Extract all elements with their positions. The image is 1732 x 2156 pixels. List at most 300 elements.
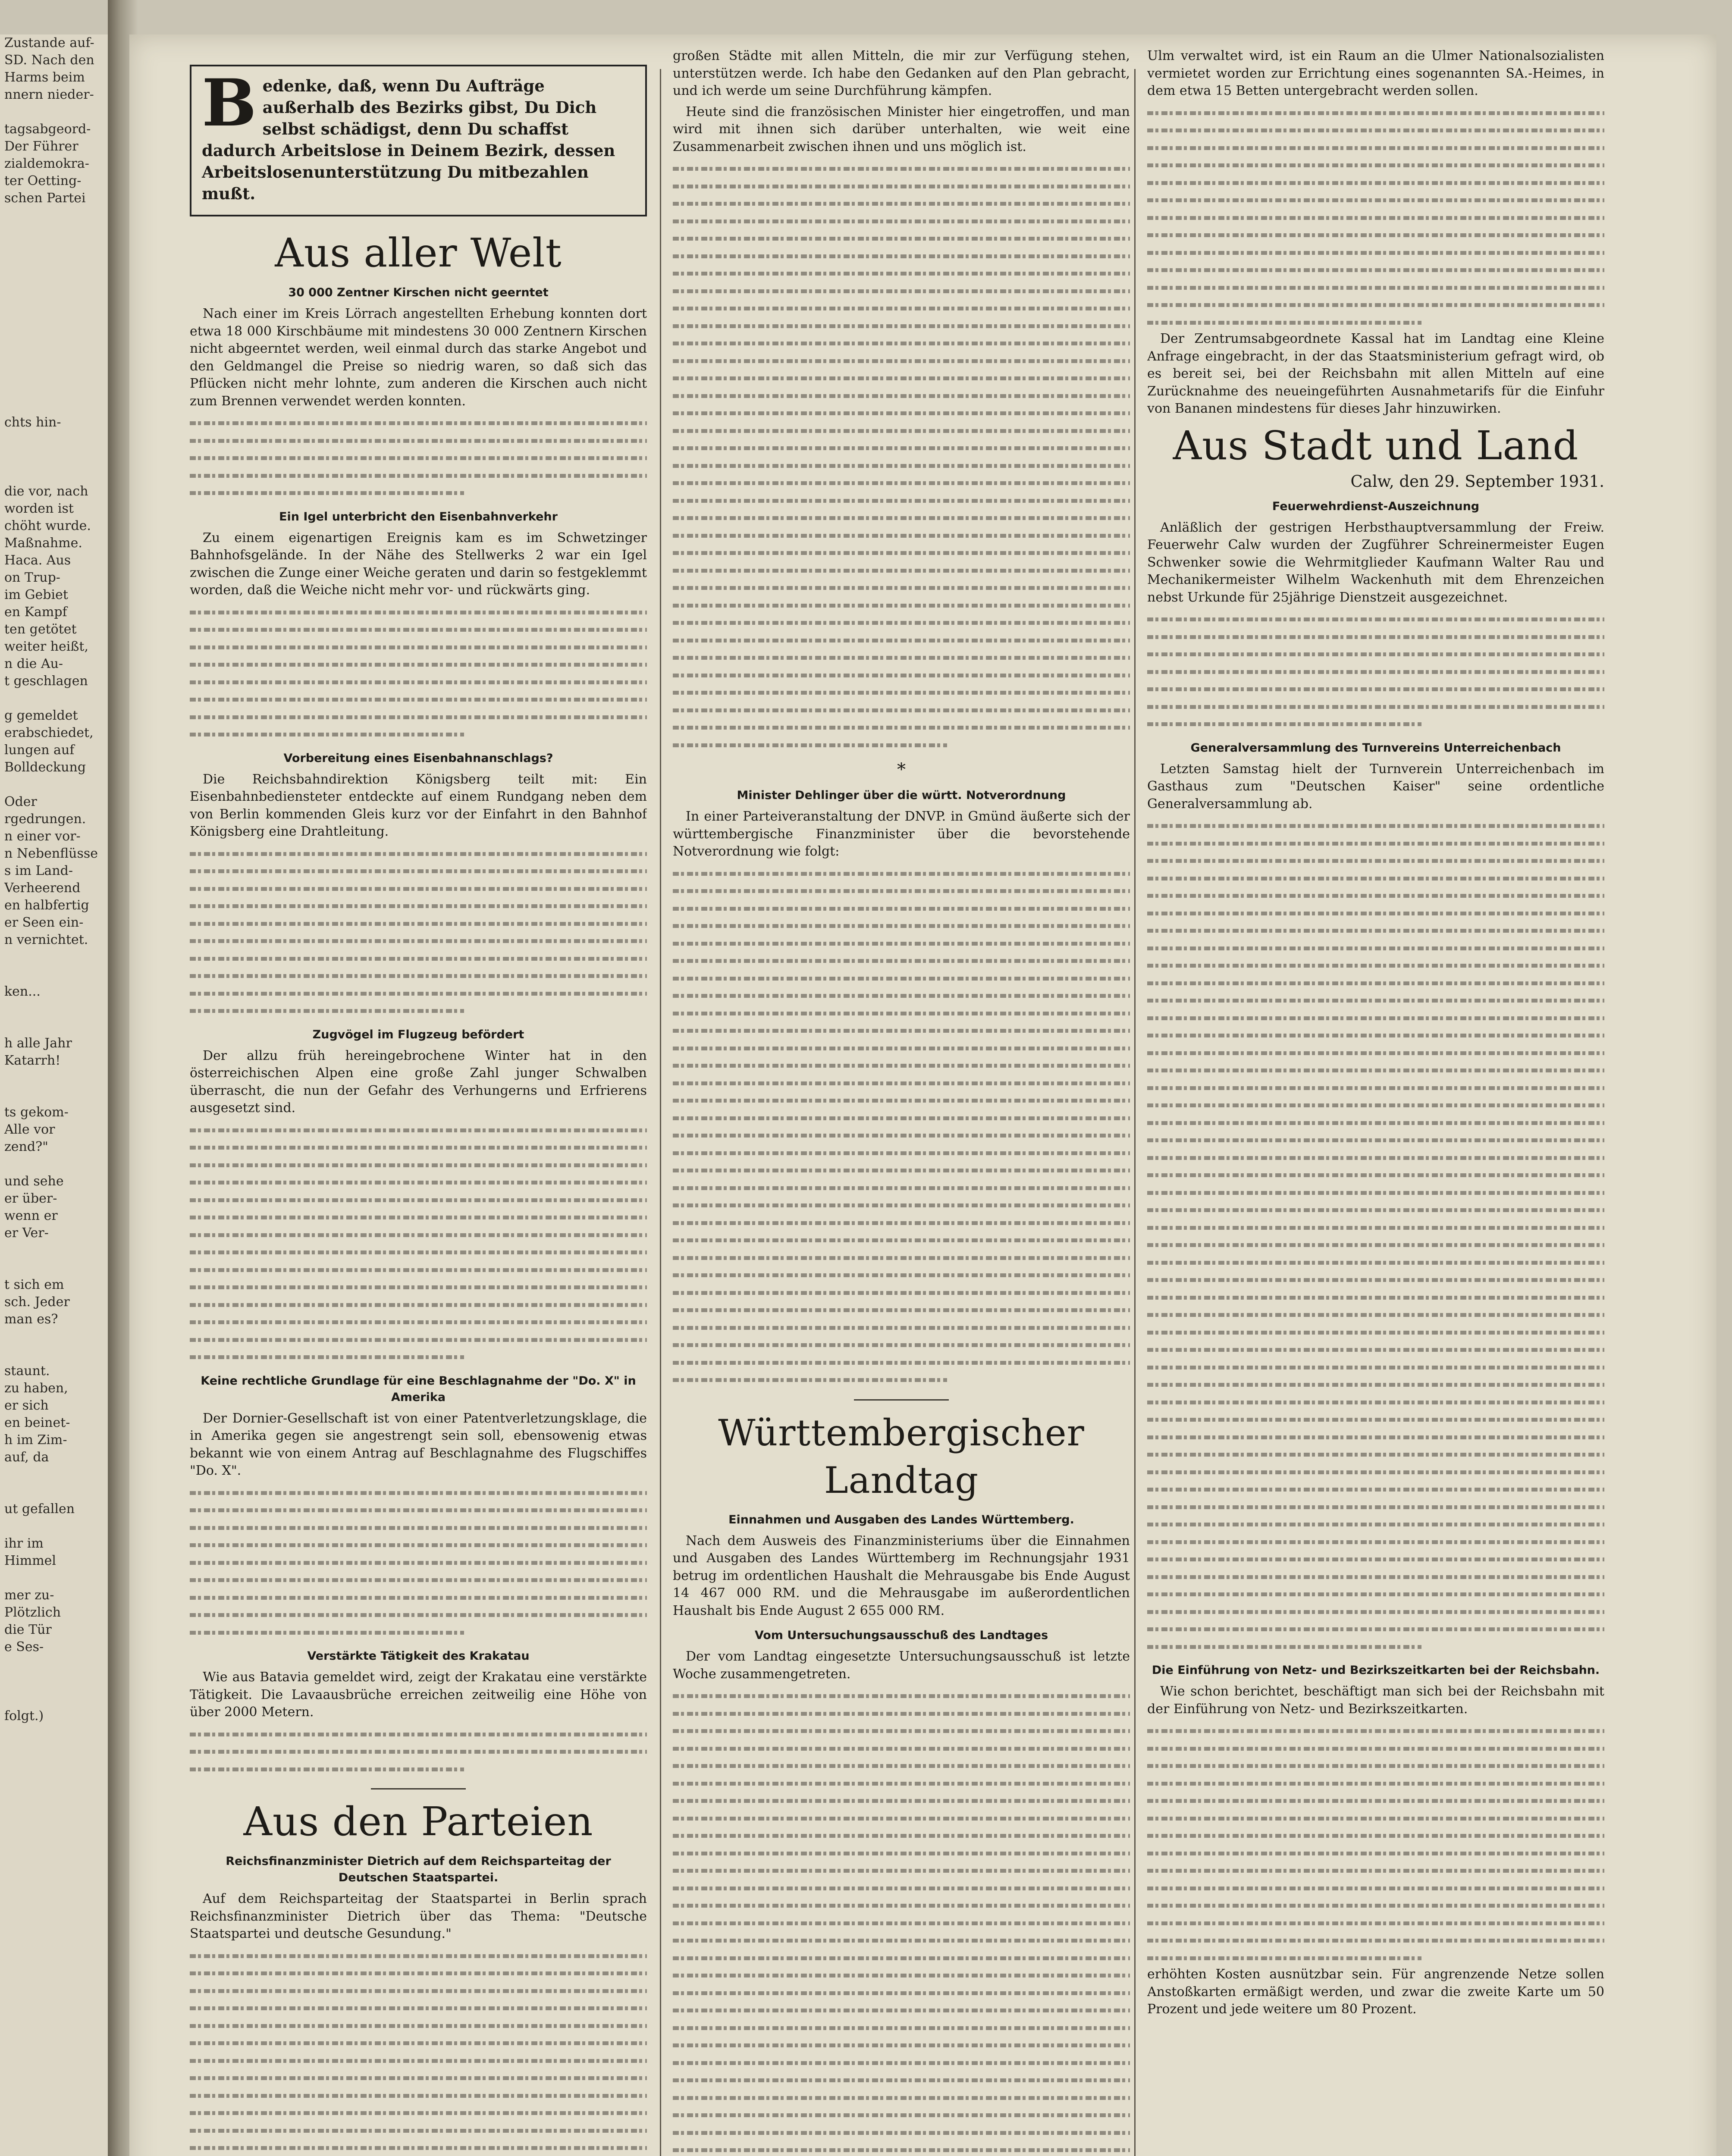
article-body-lines	[190, 1725, 647, 1777]
text-line	[1147, 1637, 1421, 1655]
article-title: 30 000 Zentner Kirschen nicht geerntet	[288, 286, 549, 299]
text-line	[673, 1353, 1130, 1371]
text-line	[673, 701, 1130, 718]
left-page-fragment: Der Führer	[4, 139, 78, 154]
left-page-fragment: en Kampf	[4, 605, 67, 620]
text-line	[673, 351, 1130, 369]
text-line	[673, 526, 1130, 544]
article-text: Heute sind die französischen Minister hier eingetroffen, und man wird mit ihnen sich darüber unterhalten, wie weit eine Zusammenarbeit zwischen ihnen und uns möglich ist.	[673, 104, 1130, 154]
text-line	[673, 212, 1130, 229]
text-line	[1147, 1393, 1604, 1410]
article-body-lines	[190, 1483, 647, 1641]
left-page-fragment: nnern nieder-	[4, 87, 94, 102]
left-page-fragment: Himmel	[4, 1553, 56, 1568]
text-line	[673, 1004, 1130, 1022]
left-page-fragment	[0, 362, 108, 379]
left-page-fragment: schen Partei	[4, 191, 86, 206]
text-line	[1147, 226, 1604, 243]
left-page-fragment	[0, 103, 108, 121]
text-line	[1147, 714, 1421, 732]
left-page-fragment: zu haben,	[4, 1381, 68, 1396]
left-page-fragment: SD. Nach den	[4, 53, 94, 68]
text-line	[1147, 921, 1604, 939]
left-page-fragment: h im Zim-	[4, 1432, 67, 1448]
text-line	[190, 1138, 647, 1156]
text-line	[190, 673, 647, 690]
left-page-fragment: t geschlagen	[4, 674, 88, 689]
dateline: Calw, den 29. September 1931.	[1350, 472, 1604, 491]
article-title: Verstärkte Tätigkeit des Krakatau	[307, 1649, 530, 1663]
text-line	[673, 1266, 1130, 1283]
left-page-fragment: Haca. Aus	[4, 553, 71, 568]
text-line	[673, 1914, 1130, 1931]
text-line	[673, 2123, 1130, 2141]
left-page-fragment: rgedrungen.	[4, 812, 86, 827]
left-page-fragment: n einer vor-	[4, 829, 81, 844]
text-line	[1147, 191, 1604, 208]
text-line	[673, 299, 1130, 317]
left-page-fragment	[0, 1242, 108, 1259]
left-page-fragment: Verheerend	[4, 881, 81, 896]
text-line	[190, 690, 647, 708]
left-page-fragment: zialdemokra-	[4, 156, 89, 171]
text-line	[673, 317, 1130, 334]
text-line	[190, 466, 647, 484]
text-line	[190, 1295, 647, 1313]
article-title: Feuerwehrdienst-Auszeichnung	[1272, 499, 1480, 513]
article-text: Ulm verwaltet wird, ist ein Raum an die Ulmer Nationalsozialisten vermietet worden zur Errichtung eines sogenannten SA.-Heimes, in dem etwa 15 Betten untergebracht werden sollen.	[1147, 48, 1604, 98]
text-line	[1147, 1131, 1604, 1148]
text-line	[190, 1536, 647, 1553]
section-title-aus-stadt-und-land: Aus Stadt und Land	[1173, 422, 1579, 469]
text-line	[190, 431, 647, 449]
text-line	[190, 2138, 647, 2156]
text-line	[190, 931, 647, 949]
text-line	[673, 666, 1130, 683]
text-line	[190, 2086, 647, 2104]
article-text: Der Dornier-Gesellschaft ist von einer Patentverletzungsklage, die in Amerika gegen sie angestrengt sein soll, ebensowenig etwas bekannt wie von einem Antrag auf Beschlagnahme des Flugschiffes "Do. X".	[190, 1410, 647, 1478]
article-text: großen Städte mit allen Mitteln, die mir zur Verfügung stehen, unterstützen werde. Ich habe den Gedanken auf den Plan gebracht, und ich werde um seine Durchführung kämpfen.	[673, 48, 1130, 98]
left-page-fragment	[0, 776, 108, 793]
article-title: Minister Dehlinger über die württ. Notverordnung	[737, 789, 1066, 802]
text-line	[1147, 156, 1604, 173]
text-line	[190, 844, 647, 862]
left-page-fragment: Plötzlich	[4, 1605, 61, 1620]
text-line	[673, 264, 1130, 282]
text-line	[673, 1318, 1130, 1336]
article-body-lines	[190, 1121, 647, 1365]
left-page-fragment: e Ses-	[4, 1639, 44, 1655]
left-page-fragment	[0, 1518, 108, 1535]
left-page-fragment	[0, 259, 108, 276]
text-line	[1147, 1183, 1604, 1201]
left-page-fragment: n die Au-	[4, 656, 63, 671]
article-text: In einer Parteiveranstaltung der DNVP. in Gmünd äußerte sich der württembergische Finanzminister über die bevorstehende Notverordnung wie folgt:	[673, 809, 1130, 859]
left-page-fragment: mer zu-	[4, 1588, 54, 1603]
ad-text: edenke, daß, wenn Du Aufträge außerhalb des Bezirks gibst, Du Dich selbst schädigst, denn Du schaffst dadurch Arbeitslose in Deinem Bezirk, dessen Arbeitslosenunterstützung Du mitbezahlen mußt.	[202, 76, 615, 203]
text-line	[673, 899, 1130, 917]
text-line	[1147, 1358, 1604, 1376]
article-title: Einnahmen und Ausgaben des Landes Württemberg.	[728, 1513, 1074, 1526]
text-line	[1147, 1480, 1604, 1498]
text-line	[190, 1208, 647, 1225]
text-line	[673, 613, 1130, 631]
left-page-fragment: worden ist	[4, 501, 74, 516]
text-line	[673, 1109, 1130, 1126]
left-page-fragment: er sich	[4, 1398, 49, 1413]
left-page-fragment: erabschiedet,	[4, 725, 94, 740]
left-page-fragment: chöht wurde.	[4, 518, 91, 533]
text-line	[673, 1721, 1130, 1739]
left-page-fragment: Harms beim	[4, 70, 85, 85]
left-page-fragment: ut gefallen	[4, 1501, 75, 1517]
text-line	[1147, 1375, 1604, 1393]
text-line	[1147, 1305, 1604, 1323]
text-line	[1147, 834, 1604, 852]
text-line	[190, 949, 647, 967]
text-line	[673, 177, 1130, 194]
text-line	[1147, 1756, 1604, 1774]
article-text: Der allzu früh hereingebrochene Winter hat in den österreichischen Alpen eine große Zahl junger Schwalben überrascht, die nun der Gefahr des Verhungerns und Erfrierens ausgesetzt sind.	[190, 1048, 647, 1116]
text-line	[190, 1999, 647, 2016]
left-page-fragment	[0, 328, 108, 345]
text-line	[1147, 1879, 1604, 1896]
left-page-fragment	[0, 1483, 108, 1501]
text-line	[673, 596, 1130, 614]
text-line	[1147, 680, 1604, 697]
text-line	[190, 914, 647, 932]
text-line	[673, 916, 1130, 934]
text-line	[1147, 1270, 1604, 1288]
text-line	[673, 1774, 1130, 1792]
text-line	[190, 2068, 647, 2086]
article-body-lines	[1147, 610, 1604, 732]
text-line	[1147, 1428, 1604, 1445]
text-line	[190, 1588, 647, 1606]
text-line	[190, 1243, 647, 1260]
text-line	[190, 2034, 647, 2051]
text-line	[673, 1879, 1130, 1896]
text-line	[1147, 1914, 1604, 1931]
left-page-fragment	[0, 397, 108, 414]
text-line	[673, 2088, 1130, 2106]
text-line	[673, 1791, 1130, 1809]
article-text: erhöhten Kosten ausnützbar sein. Für angrenzende Netze sollen Anstoßkarten ermäßigt werden, und zwar die zweite Karte um 50 Prozent und jede weitere um 80 Prozent.	[1147, 1967, 1604, 2017]
article-body-lines	[190, 1946, 647, 2156]
text-line	[190, 1501, 647, 1518]
article-text: Wie schon berichtet, beschäftigt man sich bei der Reichsbahn mit der Einführung von Netz- und Bezirkszeitkarten.	[1147, 1684, 1604, 1717]
text-line	[673, 1074, 1130, 1091]
article-title: Zugvögel im Flugzeug befördert	[312, 1028, 524, 1041]
text-line	[1147, 697, 1604, 715]
left-page-fragment	[0, 276, 108, 293]
text-line	[673, 1756, 1130, 1774]
text-line	[673, 229, 1130, 247]
text-line	[673, 1213, 1130, 1231]
text-line	[190, 966, 647, 984]
text-line	[1147, 1218, 1604, 1236]
article-title: Reichsfinanzminister Dietrich auf dem Reichsparteitag der Deutschen Staatspartei.	[226, 1855, 611, 1884]
left-page-fragment	[0, 466, 108, 483]
text-line	[1147, 1200, 1604, 1218]
article-body-lines	[673, 159, 1130, 753]
text-line	[1147, 1044, 1604, 1061]
left-page-fragment	[0, 448, 108, 466]
text-line	[1147, 1148, 1604, 1166]
left-page-fragment: h alle Jahr	[4, 1036, 72, 1051]
text-line	[1147, 295, 1604, 313]
article-title: Keine rechtliche Grundlage für eine Beschlagnahme der "Do. X" in Amerika	[201, 1374, 636, 1404]
left-page-fragment	[0, 1000, 108, 1018]
left-page-fragment: Bolldeckung	[4, 760, 86, 775]
section-divider	[854, 1399, 949, 1401]
text-line	[1147, 1463, 1604, 1480]
article-text: Zu einem eigenartigen Ereignis kam es im Schwetzinger Bahnhofsgelände. In der Nähe des Stellwerks 2 war ein Igel zwischen die Zunge einer Weiche geraten und darin so festgeklemmt worden, daß die Weiche nicht mehr vor- und rückwärts ging.	[190, 530, 647, 598]
text-line	[673, 1966, 1130, 1984]
text-line	[673, 683, 1130, 701]
text-line	[1147, 1721, 1604, 1739]
left-page-fragment: s im Land-	[4, 863, 73, 878]
text-line	[673, 561, 1130, 579]
text-line	[673, 491, 1130, 509]
text-line	[1147, 886, 1604, 904]
text-line	[190, 1225, 647, 1243]
text-line	[1147, 1323, 1604, 1341]
article-body-lines	[1147, 816, 1604, 1655]
text-line	[190, 638, 647, 655]
text-line	[673, 456, 1130, 474]
text-line	[673, 1896, 1130, 1914]
text-line	[190, 1313, 647, 1330]
text-line	[1147, 869, 1604, 887]
text-line	[673, 1704, 1130, 1722]
article-title: Vorbereitung eines Eisenbahnanschlags?	[283, 751, 553, 765]
left-page-fragment	[0, 1087, 108, 1104]
article-text: Auf dem Reichsparteitag der Staatspartei in Berlin sprach Reichsfinanzminister Dietrich über das Thema: "Deutsche Staatspartei und deutsche Gesundung."	[190, 1891, 647, 1941]
left-page-fragment: Zustande auf-	[4, 35, 94, 50]
text-line	[190, 1348, 464, 1365]
left-page-fragment	[0, 949, 108, 966]
left-page-fragment	[0, 293, 108, 310]
text-line	[673, 986, 1130, 1004]
text-line	[190, 862, 647, 879]
text-line	[1147, 939, 1604, 956]
text-line	[1147, 1949, 1421, 1966]
left-page-fragment: zend?"	[4, 1139, 48, 1154]
text-line	[1147, 1235, 1604, 1253]
left-page-fragment: auf, da	[4, 1450, 49, 1465]
text-line	[1147, 1844, 1604, 1861]
text-line	[673, 718, 1130, 736]
text-line	[190, 1191, 647, 1208]
article-body-lines	[673, 1686, 1130, 2156]
text-line	[673, 1021, 1130, 1039]
article-body-lines	[190, 603, 647, 743]
text-line	[1147, 1861, 1604, 1879]
text-line	[1147, 1009, 1604, 1026]
text-line	[1147, 645, 1604, 662]
text-line	[1147, 851, 1604, 869]
left-page-fragment: g gemeldet	[4, 708, 78, 723]
section-title-aus-den-parteien: Aus den Parteien	[243, 1799, 593, 1845]
text-line	[190, 2016, 647, 2034]
text-line	[190, 1001, 464, 1019]
text-line	[673, 881, 1130, 899]
text-line	[1147, 1620, 1604, 1637]
left-page-fragment: Katarrh!	[4, 1053, 61, 1068]
text-line	[190, 1518, 647, 1536]
text-line	[673, 1283, 1130, 1301]
left-page-fragment: im Gebiet	[4, 587, 68, 602]
text-line	[673, 2071, 1130, 2088]
text-line	[673, 247, 1130, 264]
text-line	[673, 1056, 1130, 1074]
text-line	[673, 1039, 1130, 1056]
text-line	[1147, 1791, 1604, 1809]
text-line	[190, 603, 647, 620]
text-line	[673, 1809, 1130, 1827]
left-page-fragment: en beinet-	[4, 1415, 70, 1430]
section-title-aus-aller-welt: Aus aller Welt	[275, 230, 562, 276]
text-line	[673, 1161, 1130, 1178]
text-line	[673, 969, 1130, 987]
text-line	[673, 1931, 1130, 1949]
text-line	[673, 864, 1130, 882]
text-line	[1147, 1809, 1604, 1827]
left-page-fragment	[0, 345, 108, 362]
left-page-fragment	[0, 1690, 108, 1708]
left-page-fragment: t sich em	[4, 1277, 64, 1292]
text-line	[1147, 208, 1604, 226]
text-line	[190, 1156, 647, 1173]
left-page-fragment: en halbfertig	[4, 898, 89, 913]
text-line	[1147, 313, 1421, 331]
left-page-fragment: tagsabgeord-	[4, 122, 91, 137]
text-line	[673, 334, 1130, 351]
text-line	[673, 369, 1130, 386]
left-page-fragment: ken...	[4, 984, 41, 999]
text-line	[1147, 1253, 1604, 1271]
text-line	[1147, 1826, 1604, 1844]
text-line	[673, 404, 1130, 421]
text-line	[1147, 260, 1604, 278]
text-line	[190, 1121, 647, 1138]
text-line	[1147, 1739, 1604, 1757]
left-page-fragment	[0, 1328, 108, 1345]
left-page-fragment: ter Oetting-	[4, 173, 82, 188]
text-line	[1147, 278, 1604, 296]
text-line	[673, 473, 1130, 491]
text-line	[190, 1964, 647, 1981]
text-line	[1147, 1166, 1604, 1183]
article-text: Anläßlich der gestrigen Herbsthauptversammlung der Freiw. Feuerwehr Calw wurden der Zugführer Schreinermeister Eugen Schwenker sowie die Wehrmitglieder Kaufmann Walter Rau und Mechanikermeister Wilhelm Wackenhuth mit dem Ehrenzeichen nebst Urkunde für 25jährige Dienstzeit ausgezeichnet.	[1147, 520, 1604, 605]
article-body-lines	[190, 844, 647, 1019]
text-line	[1147, 1061, 1604, 1078]
text-line	[1147, 1774, 1604, 1792]
left-page-fragment: ten getötet	[4, 622, 77, 637]
left-page-fragment: staunt.	[4, 1363, 50, 1379]
article-title: Generalversammlung des Turnvereins Unterreichenbach	[1190, 741, 1561, 755]
article-text: Der Zentrumsabgeordnete Kassal hat im Landtag eine Kleine Anfrage eingebracht, in der das Staatsministerium gefragt wird, ob es bereit sei, bei der Reichsbahn mit allen Mitteln auf eine Zurücknahme des neueingeführten Ausnahmetarifs für die Einfuhr von Bananen mindestens für dieses Jahr hinzuwirken.	[1147, 331, 1604, 416]
text-line	[673, 1300, 1130, 1318]
left-page-fragment: n Nebenflüsse	[4, 846, 98, 861]
text-line	[190, 620, 647, 638]
text-line	[673, 1686, 1130, 1704]
text-line	[1147, 610, 1604, 627]
text-line	[1147, 1498, 1604, 1515]
text-line	[673, 194, 1130, 212]
left-page-fragment	[0, 1156, 108, 1173]
text-line	[190, 448, 647, 466]
column-rule	[1134, 69, 1136, 2156]
article-body-lines	[1147, 1721, 1604, 1966]
text-line	[1147, 1532, 1604, 1550]
left-page-fragment: n vernichtet.	[4, 932, 88, 947]
text-line	[190, 2103, 647, 2121]
left-page-fragment	[0, 1466, 108, 1483]
left-page-fragment: Oder	[4, 794, 37, 809]
left-page-fragment	[0, 241, 108, 259]
text-line	[190, 879, 647, 897]
left-page-fragment: folgt.)	[4, 1708, 44, 1724]
left-page-fragment: chts hin-	[4, 415, 61, 430]
text-line	[673, 1739, 1130, 1757]
text-line	[673, 1826, 1130, 1844]
left-page-fragment	[0, 224, 108, 241]
text-line	[190, 1260, 647, 1278]
text-line	[1147, 974, 1604, 991]
text-line	[673, 736, 947, 753]
left-page-fragment: weiter heißt,	[4, 639, 89, 654]
text-line	[1147, 1931, 1604, 1949]
text-line	[673, 1335, 1130, 1353]
text-line	[1147, 243, 1604, 261]
text-line	[1147, 1113, 1604, 1131]
ad-initial: B	[202, 65, 257, 141]
text-line	[673, 951, 1130, 969]
advertisement-box	[190, 65, 647, 216]
text-line	[1147, 1340, 1604, 1358]
text-line	[190, 1725, 647, 1742]
text-line	[190, 655, 647, 673]
left-page-fragment: ts gekom-	[4, 1105, 69, 1120]
left-page-fragment: die Tür	[4, 1622, 52, 1637]
text-line	[673, 1144, 1130, 1161]
text-line	[1147, 103, 1604, 121]
left-page-fragment: Maßnahme.	[4, 536, 82, 551]
text-line	[1147, 1410, 1604, 1428]
section-title-wuerttembergischer-landtag: Württembergischer Landtag	[718, 1411, 1085, 1501]
left-page-fragment: und sehe	[4, 1174, 64, 1189]
text-line	[673, 2001, 1130, 2018]
left-page-fragment: man es?	[4, 1312, 58, 1327]
text-line	[190, 1278, 647, 1295]
text-line	[673, 2036, 1130, 2053]
left-page-fragment: ihr im	[4, 1536, 44, 1551]
text-line	[1147, 662, 1604, 680]
text-line	[673, 159, 1130, 177]
text-line	[190, 1483, 647, 1501]
text-line	[673, 421, 1130, 439]
article-text: Letzten Samstag hielt der Turnverein Unterreichenbach im Gasthaus zum "Deutschen Kaiser" seine ordentliche Generalversammlung ab.	[1147, 761, 1604, 812]
section-divider	[371, 1788, 466, 1789]
text-line	[1147, 816, 1604, 834]
left-page-fragment: er Seen ein-	[4, 915, 84, 930]
left-page-fragment: on Trup-	[4, 570, 60, 585]
left-page-fragment	[0, 690, 108, 707]
text-line	[673, 1370, 947, 1388]
text-line	[673, 2018, 1130, 2036]
